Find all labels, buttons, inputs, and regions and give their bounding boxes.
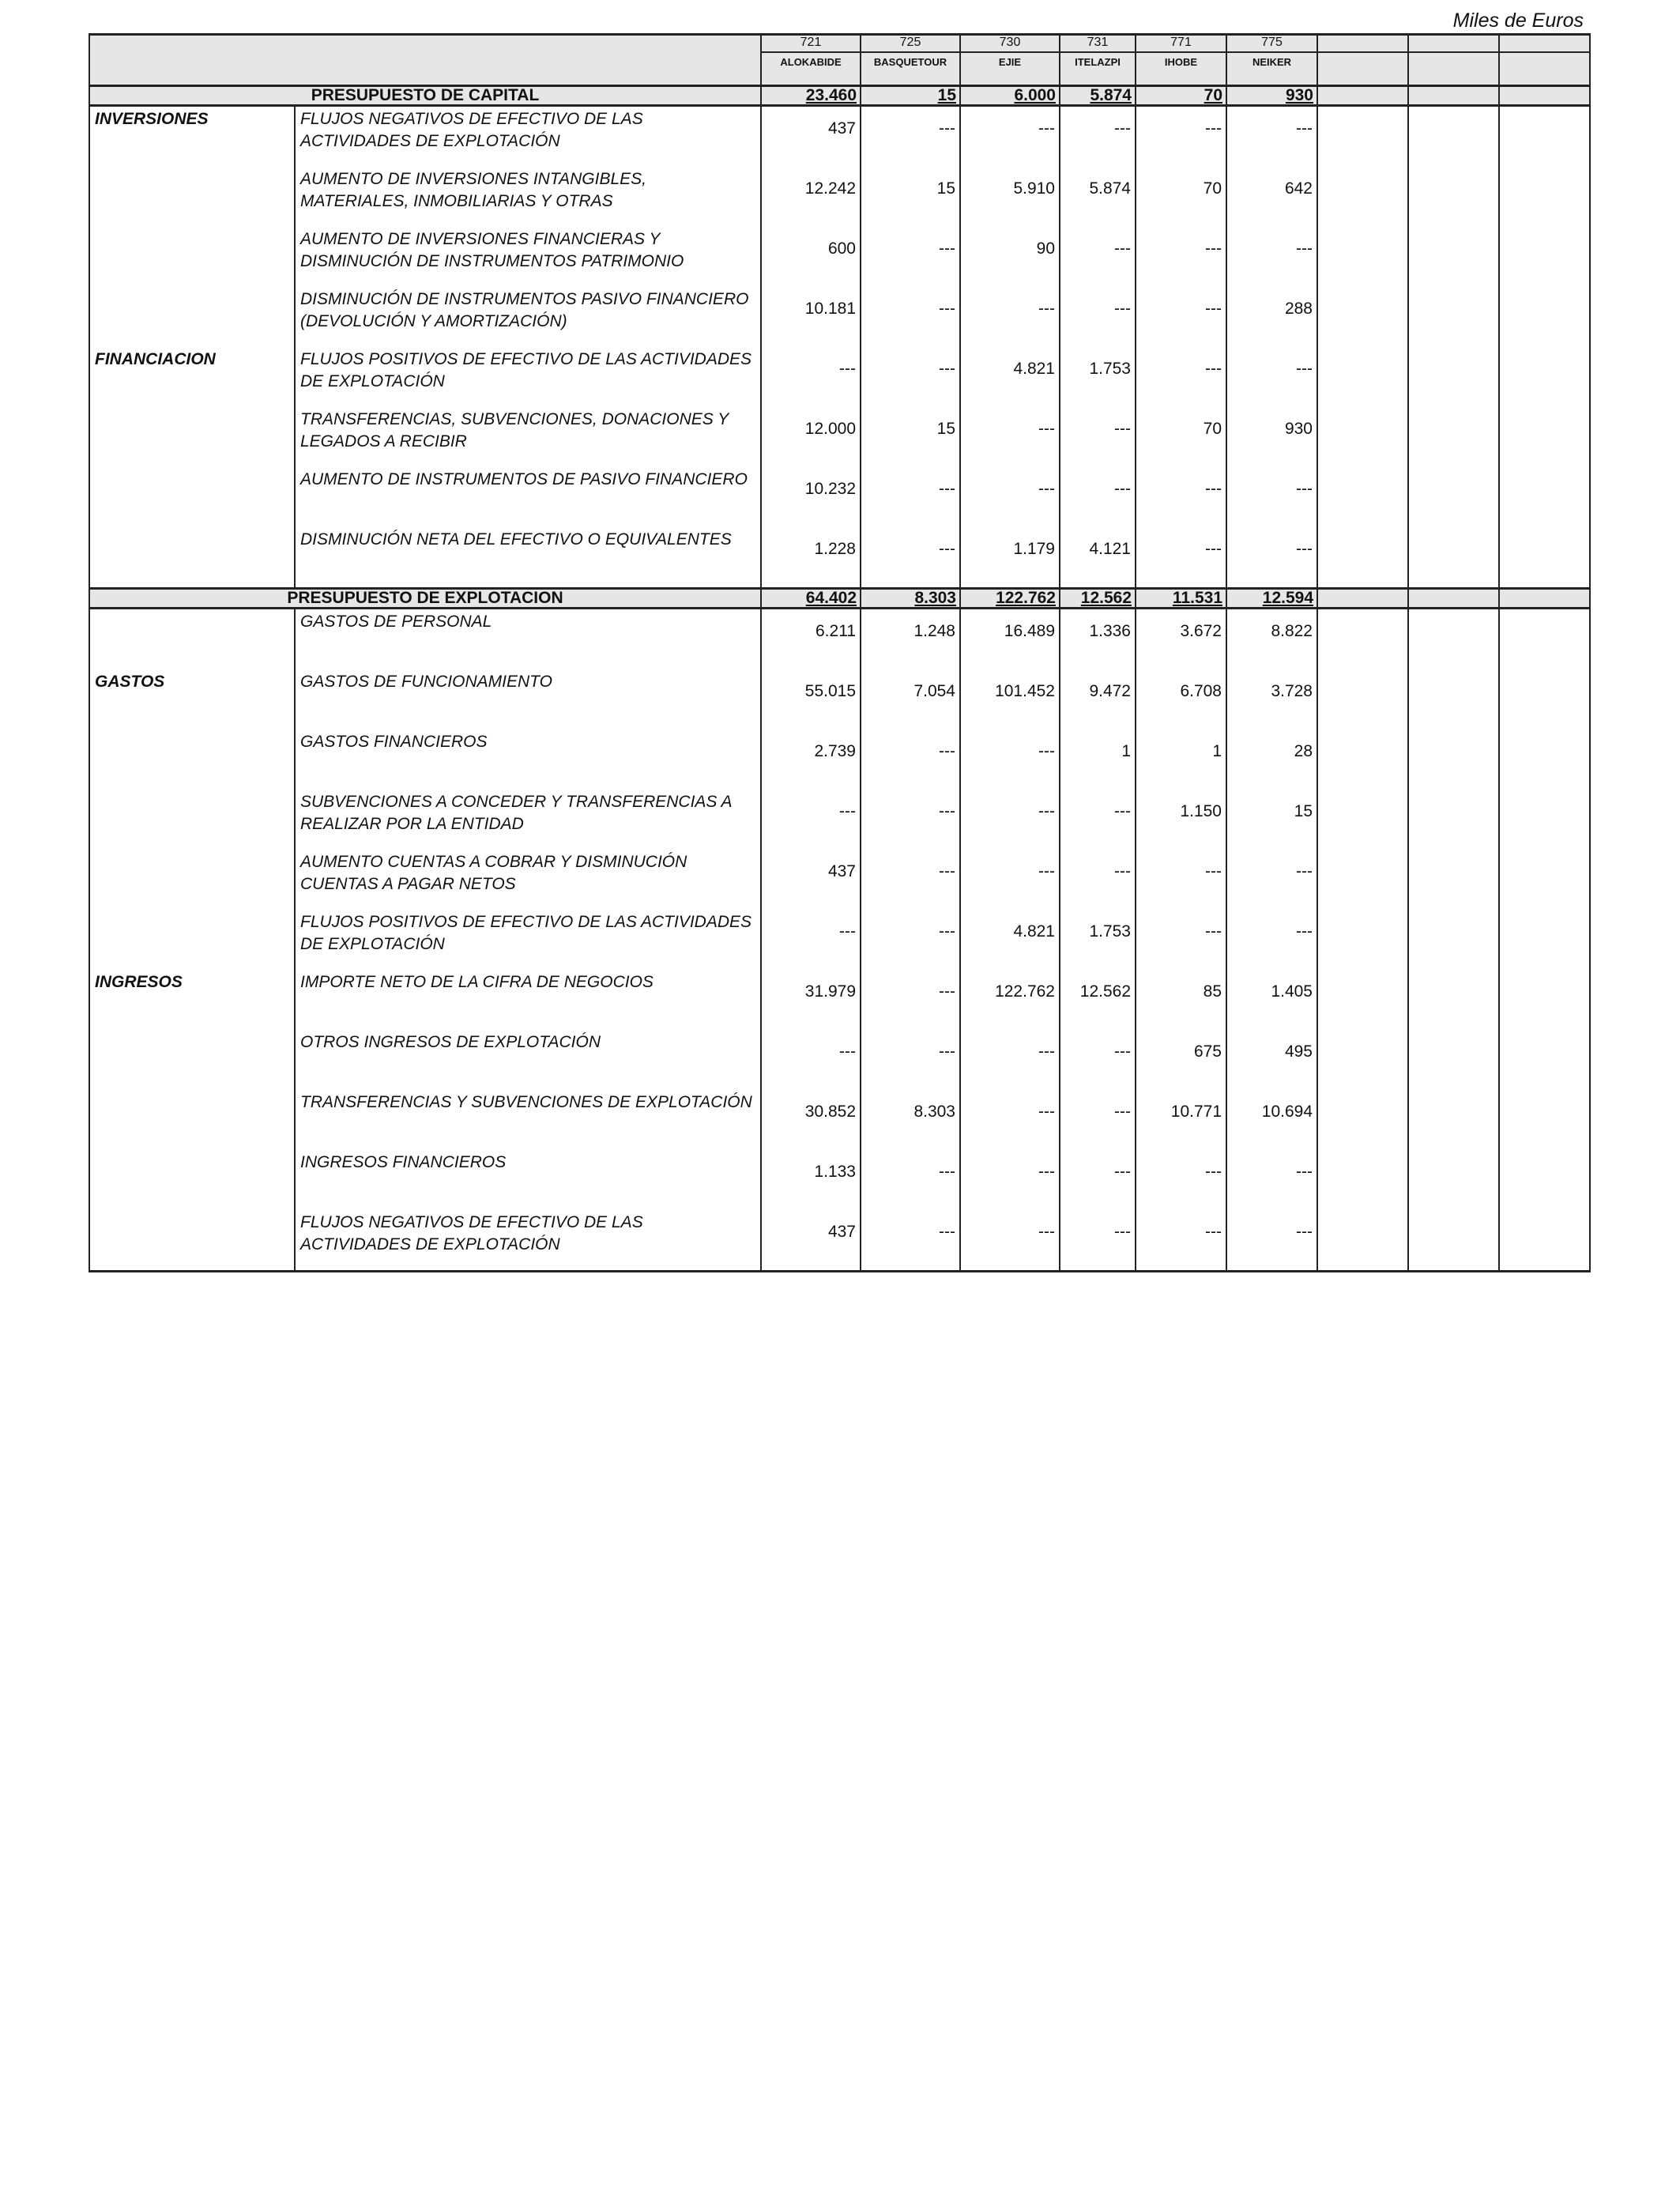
empty-cell [1317, 86, 1408, 106]
section-total: 15 [861, 86, 960, 106]
row-value: 1 [1060, 729, 1136, 790]
row-value: 4.121 [1060, 527, 1136, 589]
row-value: --- [861, 729, 960, 790]
row-value: --- [1136, 1210, 1226, 1272]
column-name [761, 52, 861, 86]
row-value: 495 [1226, 1030, 1317, 1090]
empty-cell [1499, 106, 1590, 168]
row-value: 10.232 [761, 467, 861, 527]
empty-cell [1317, 1150, 1408, 1210]
row-value: 4.821 [960, 347, 1060, 407]
row-value: --- [1060, 1210, 1136, 1272]
row-value: 8.303 [861, 1090, 960, 1150]
row-value: --- [960, 790, 1060, 850]
row-value: 12.242 [761, 167, 861, 227]
row-description: DISMINUCIÓN NETA DEL EFECTIVO O EQUIVALENTES [295, 527, 761, 589]
row-value: --- [761, 790, 861, 850]
row-description: GASTOS DE FUNCIONAMIENTO [295, 669, 761, 729]
row-value: 5.910 [960, 167, 1060, 227]
header-codes-row [89, 35, 1590, 53]
row-value: 12.562 [1060, 970, 1136, 1030]
row-value: 437 [761, 106, 861, 168]
row-value: 70 [1136, 407, 1226, 467]
row-value: --- [1226, 850, 1317, 910]
row-description: FLUJOS POSITIVOS DE EFECTIVO DE LAS ACTIVIDADES DE EXPLOTACIÓN [295, 910, 761, 970]
row-description: IMPORTE NETO DE LA CIFRA DE NEGOCIOS [295, 970, 761, 1030]
empty-cell [1317, 407, 1408, 467]
empty-cell [1317, 1090, 1408, 1150]
empty-cell [1499, 729, 1590, 790]
table-row [89, 790, 1590, 850]
row-value: --- [1060, 1030, 1136, 1090]
row-value: 2.739 [761, 729, 861, 790]
empty-cell [1408, 1150, 1499, 1210]
empty-cell [1317, 1210, 1408, 1272]
empty-cell [1499, 669, 1590, 729]
row-value: --- [960, 1090, 1060, 1150]
empty-cell [1499, 790, 1590, 850]
empty-cell [1499, 1090, 1590, 1150]
empty-cell [1408, 106, 1499, 168]
row-value: 101.452 [960, 669, 1060, 729]
row-value: --- [1136, 527, 1226, 589]
row-group-label [89, 1030, 295, 1090]
table-row [89, 287, 1590, 347]
empty-cell [1317, 609, 1408, 670]
row-value: 1.133 [761, 1150, 861, 1210]
row-value: --- [1060, 287, 1136, 347]
row-value: 1.753 [1060, 910, 1136, 970]
empty-cell [1317, 167, 1408, 227]
row-value: 1 [1136, 729, 1226, 790]
row-value: --- [1226, 1150, 1317, 1210]
section-total: 8.303 [861, 589, 960, 609]
empty-cell [1499, 609, 1590, 670]
section-total: 12.594 [1226, 589, 1317, 609]
row-group-label [89, 729, 295, 790]
row-value: --- [861, 1150, 960, 1210]
row-value: 5.874 [1060, 167, 1136, 227]
empty-cell [1499, 1030, 1590, 1090]
row-value: --- [861, 287, 960, 347]
column-name [960, 52, 1060, 86]
column-code: 721 [761, 35, 861, 53]
row-group-label [89, 1090, 295, 1150]
table-row [89, 669, 1590, 729]
empty-cell [1408, 86, 1499, 106]
table-row [89, 1210, 1590, 1272]
section-total: 930 [1226, 86, 1317, 106]
empty-cell [1317, 589, 1408, 609]
row-value: 6.211 [761, 609, 861, 670]
table-row [89, 1150, 1590, 1210]
row-value: --- [761, 1030, 861, 1090]
empty-cell [1499, 227, 1590, 287]
header-blank [89, 35, 761, 86]
row-value: --- [1060, 467, 1136, 527]
column-code: 771 [1136, 35, 1226, 53]
empty-column-header [1499, 52, 1590, 86]
row-description: AUMENTO CUENTAS A COBRAR Y DISMINUCIÓN CUENTAS A PAGAR NETOS [295, 850, 761, 910]
row-description: AUMENTO DE INVERSIONES FINANCIERAS Y DISMINUCIÓN DE INSTRUMENTOS PATRIMONIO [295, 227, 761, 287]
empty-cell [1408, 287, 1499, 347]
row-value: 30.852 [761, 1090, 861, 1150]
empty-cell [1317, 970, 1408, 1030]
row-description: FLUJOS NEGATIVOS DE EFECTIVO DE LAS ACTIVIDADES DE EXPLOTACIÓN [295, 106, 761, 168]
empty-cell [1499, 910, 1590, 970]
row-value: --- [1136, 227, 1226, 287]
column-code: 725 [861, 35, 960, 53]
empty-cell [1408, 407, 1499, 467]
row-group-label [89, 227, 295, 287]
row-value: 55.015 [761, 669, 861, 729]
empty-cell [1317, 910, 1408, 970]
column-name [1226, 52, 1317, 86]
empty-column-header [1317, 52, 1408, 86]
empty-cell [1317, 790, 1408, 850]
row-value: --- [861, 106, 960, 168]
empty-cell [1408, 790, 1499, 850]
section-total: 6.000 [960, 86, 1060, 106]
empty-cell [1499, 86, 1590, 106]
row-description: GASTOS FINANCIEROS [295, 729, 761, 790]
empty-cell [1499, 527, 1590, 589]
empty-cell [1499, 167, 1590, 227]
row-value: 1.753 [1060, 347, 1136, 407]
row-value: --- [960, 1150, 1060, 1210]
row-description: AUMENTO DE INVERSIONES INTANGIBLES, MATERIALES, INMOBILIARIAS Y OTRAS [295, 167, 761, 227]
column-code: 731 [1060, 35, 1136, 53]
empty-cell [1499, 970, 1590, 1030]
empty-cell [1408, 669, 1499, 729]
row-group-label [89, 609, 295, 670]
row-description: FLUJOS NEGATIVOS DE EFECTIVO DE LAS ACTIVIDADES DE EXPLOTACIÓN [295, 1210, 761, 1272]
section-total: 5.874 [1060, 86, 1136, 106]
row-value: 675 [1136, 1030, 1226, 1090]
capital-section-header [89, 86, 1590, 106]
row-value: --- [1060, 1090, 1136, 1150]
row-value: 9.472 [1060, 669, 1136, 729]
row-value: 70 [1136, 167, 1226, 227]
row-value: --- [1060, 790, 1136, 850]
row-value: 600 [761, 227, 861, 287]
table-row [89, 970, 1590, 1030]
empty-cell [1317, 227, 1408, 287]
row-value: 1.248 [861, 609, 960, 670]
section-total: 122.762 [960, 589, 1060, 609]
empty-cell [1499, 347, 1590, 407]
table-row [89, 106, 1590, 168]
table-row [89, 227, 1590, 287]
row-value: 31.979 [761, 970, 861, 1030]
empty-cell [1408, 227, 1499, 287]
column-code: 775 [1226, 35, 1317, 53]
column-name-text: NEIKER [1252, 56, 1292, 68]
row-value: 10.771 [1136, 1090, 1226, 1150]
row-value: --- [1226, 467, 1317, 527]
table-row [89, 527, 1590, 589]
row-value: --- [1226, 910, 1317, 970]
empty-column-header [1499, 35, 1590, 53]
empty-cell [1499, 1150, 1590, 1210]
empty-cell [1408, 589, 1499, 609]
row-value: --- [761, 347, 861, 407]
row-value: 1.405 [1226, 970, 1317, 1030]
empty-cell [1317, 1030, 1408, 1090]
row-value: --- [960, 407, 1060, 467]
row-value: --- [861, 1210, 960, 1272]
row-group-label: INVERSIONES [89, 106, 295, 168]
row-value: --- [861, 790, 960, 850]
empty-cell [1499, 287, 1590, 347]
row-value: 6.708 [1136, 669, 1226, 729]
row-value: 1.179 [960, 527, 1060, 589]
row-group-label [89, 1210, 295, 1272]
row-group-label: FINANCIACION [89, 347, 295, 407]
empty-cell [1408, 850, 1499, 910]
row-value: 85 [1136, 970, 1226, 1030]
section-total: 11.531 [1136, 589, 1226, 609]
row-group-label [89, 167, 295, 227]
row-value: --- [1060, 850, 1136, 910]
column-name-text: IHOBE [1164, 56, 1198, 68]
row-value: 4.821 [960, 910, 1060, 970]
empty-cell [1317, 669, 1408, 729]
row-group-label [89, 467, 295, 527]
units-label: Miles de Euros [1452, 9, 1584, 32]
row-value: --- [1226, 227, 1317, 287]
row-group-label [89, 850, 295, 910]
row-value: 1.150 [1136, 790, 1226, 850]
empty-cell [1408, 527, 1499, 589]
column-name [1136, 52, 1226, 86]
row-value: --- [861, 1030, 960, 1090]
row-value: 12.000 [761, 407, 861, 467]
empty-cell [1408, 910, 1499, 970]
row-value: 3.728 [1226, 669, 1317, 729]
row-value: 90 [960, 227, 1060, 287]
row-value: --- [960, 106, 1060, 168]
table-row [89, 1090, 1590, 1150]
empty-cell [1499, 467, 1590, 527]
table-row [89, 609, 1590, 670]
empty-cell [1408, 1090, 1499, 1150]
row-value: --- [861, 910, 960, 970]
row-value: --- [960, 1030, 1060, 1090]
explotacion-section-header [89, 589, 1590, 609]
column-name [1060, 52, 1136, 86]
empty-cell [1408, 167, 1499, 227]
row-value: --- [861, 527, 960, 589]
table-row [89, 467, 1590, 527]
table-row [89, 347, 1590, 407]
section-total: 70 [1136, 86, 1226, 106]
row-group-label [89, 790, 295, 850]
row-value: --- [1136, 910, 1226, 970]
empty-cell [1408, 970, 1499, 1030]
column-code: 730 [960, 35, 1060, 53]
row-value: --- [1060, 407, 1136, 467]
empty-cell [1499, 850, 1590, 910]
row-value: --- [861, 227, 960, 287]
row-group-label [89, 527, 295, 589]
row-value: --- [1226, 106, 1317, 168]
row-value: --- [1226, 527, 1317, 589]
row-value: 10.181 [761, 287, 861, 347]
row-value: --- [1136, 287, 1226, 347]
row-value: --- [1136, 850, 1226, 910]
row-description: FLUJOS POSITIVOS DE EFECTIVO DE LAS ACTIVIDADES DE EXPLOTACIÓN [295, 347, 761, 407]
row-group-label [89, 287, 295, 347]
section-total: 12.562 [1060, 589, 1136, 609]
row-value: 15 [1226, 790, 1317, 850]
row-group-label: GASTOS [89, 669, 295, 729]
budget-table [89, 33, 1591, 1272]
section-title: PRESUPUESTO DE CAPITAL [89, 86, 761, 106]
column-name-text: EJIE [998, 56, 1022, 68]
row-value: 7.054 [861, 669, 960, 729]
column-name-text: ITELAZPI [1075, 56, 1121, 68]
row-value: --- [861, 970, 960, 1030]
row-value: 10.694 [1226, 1090, 1317, 1150]
row-description: DISMINUCIÓN DE INSTRUMENTOS PASIVO FINANCIERO (DEVOLUCIÓN Y AMORTIZACIÓN) [295, 287, 761, 347]
row-value: --- [861, 467, 960, 527]
empty-cell [1317, 287, 1408, 347]
empty-cell [1408, 1030, 1499, 1090]
row-description: TRANSFERENCIAS Y SUBVENCIONES DE EXPLOTACIÓN [295, 1090, 761, 1150]
empty-cell [1408, 609, 1499, 670]
row-description: TRANSFERENCIAS, SUBVENCIONES, DONACIONES Y LEGADOS A RECIBIR [295, 407, 761, 467]
empty-cell [1317, 527, 1408, 589]
section-total: 23.460 [761, 86, 861, 106]
table-row [89, 167, 1590, 227]
table-row [89, 910, 1590, 970]
row-value: 15 [861, 407, 960, 467]
row-value: --- [960, 287, 1060, 347]
empty-cell [1499, 589, 1590, 609]
row-value: --- [960, 729, 1060, 790]
row-value: --- [960, 467, 1060, 527]
row-value: 122.762 [960, 970, 1060, 1030]
row-value: --- [1136, 347, 1226, 407]
section-total: 64.402 [761, 589, 861, 609]
row-value: --- [960, 850, 1060, 910]
table-row [89, 729, 1590, 790]
row-value: 1.228 [761, 527, 861, 589]
column-name [861, 52, 960, 86]
column-name-text: BASQUETOUR [873, 56, 947, 68]
row-description: GASTOS DE PERSONAL [295, 609, 761, 670]
row-value: --- [1060, 227, 1136, 287]
row-value: 437 [761, 850, 861, 910]
column-name-text: ALOKABIDE [780, 56, 842, 68]
row-value: --- [960, 1210, 1060, 1272]
section-title: PRESUPUESTO DE EXPLOTACION [89, 589, 761, 609]
row-value: 1.336 [1060, 609, 1136, 670]
empty-cell [1408, 729, 1499, 790]
row-description: SUBVENCIONES A CONCEDER Y TRANSFERENCIAS A REALIZAR POR LA ENTIDAD [295, 790, 761, 850]
empty-cell [1317, 106, 1408, 168]
table-row [89, 850, 1590, 910]
empty-cell [1317, 850, 1408, 910]
empty-column-header [1408, 35, 1499, 53]
empty-cell [1317, 467, 1408, 527]
row-value: 930 [1226, 407, 1317, 467]
empty-cell [1408, 347, 1499, 407]
row-value: --- [1060, 1150, 1136, 1210]
row-description: AUMENTO DE INSTRUMENTOS DE PASIVO FINANCIERO [295, 467, 761, 527]
row-group-label [89, 910, 295, 970]
empty-cell [1317, 729, 1408, 790]
row-group-label [89, 407, 295, 467]
row-value: 288 [1226, 287, 1317, 347]
row-value: --- [861, 347, 960, 407]
row-value: --- [1060, 106, 1136, 168]
row-value: 15 [861, 167, 960, 227]
table-row [89, 407, 1590, 467]
row-value: 437 [761, 1210, 861, 1272]
empty-cell [1499, 1210, 1590, 1272]
row-value: --- [1136, 467, 1226, 527]
empty-column-header [1317, 35, 1408, 53]
row-value: --- [761, 910, 861, 970]
empty-cell [1499, 407, 1590, 467]
row-group-label: INGRESOS [89, 970, 295, 1030]
row-value: --- [1226, 347, 1317, 407]
row-description: INGRESOS FINANCIEROS [295, 1150, 761, 1210]
row-description: OTROS INGRESOS DE EXPLOTACIÓN [295, 1030, 761, 1090]
row-value: --- [861, 850, 960, 910]
empty-cell [1408, 1210, 1499, 1272]
empty-column-header [1408, 52, 1499, 86]
empty-cell [1408, 467, 1499, 527]
empty-cell [1317, 347, 1408, 407]
row-value: --- [1226, 1210, 1317, 1272]
row-value: --- [1136, 1150, 1226, 1210]
table-row [89, 1030, 1590, 1090]
row-value: 642 [1226, 167, 1317, 227]
row-value: 28 [1226, 729, 1317, 790]
row-value: 3.672 [1136, 609, 1226, 670]
row-value: 16.489 [960, 609, 1060, 670]
row-value: --- [1136, 106, 1226, 168]
row-value: 8.822 [1226, 609, 1317, 670]
row-group-label [89, 1150, 295, 1210]
